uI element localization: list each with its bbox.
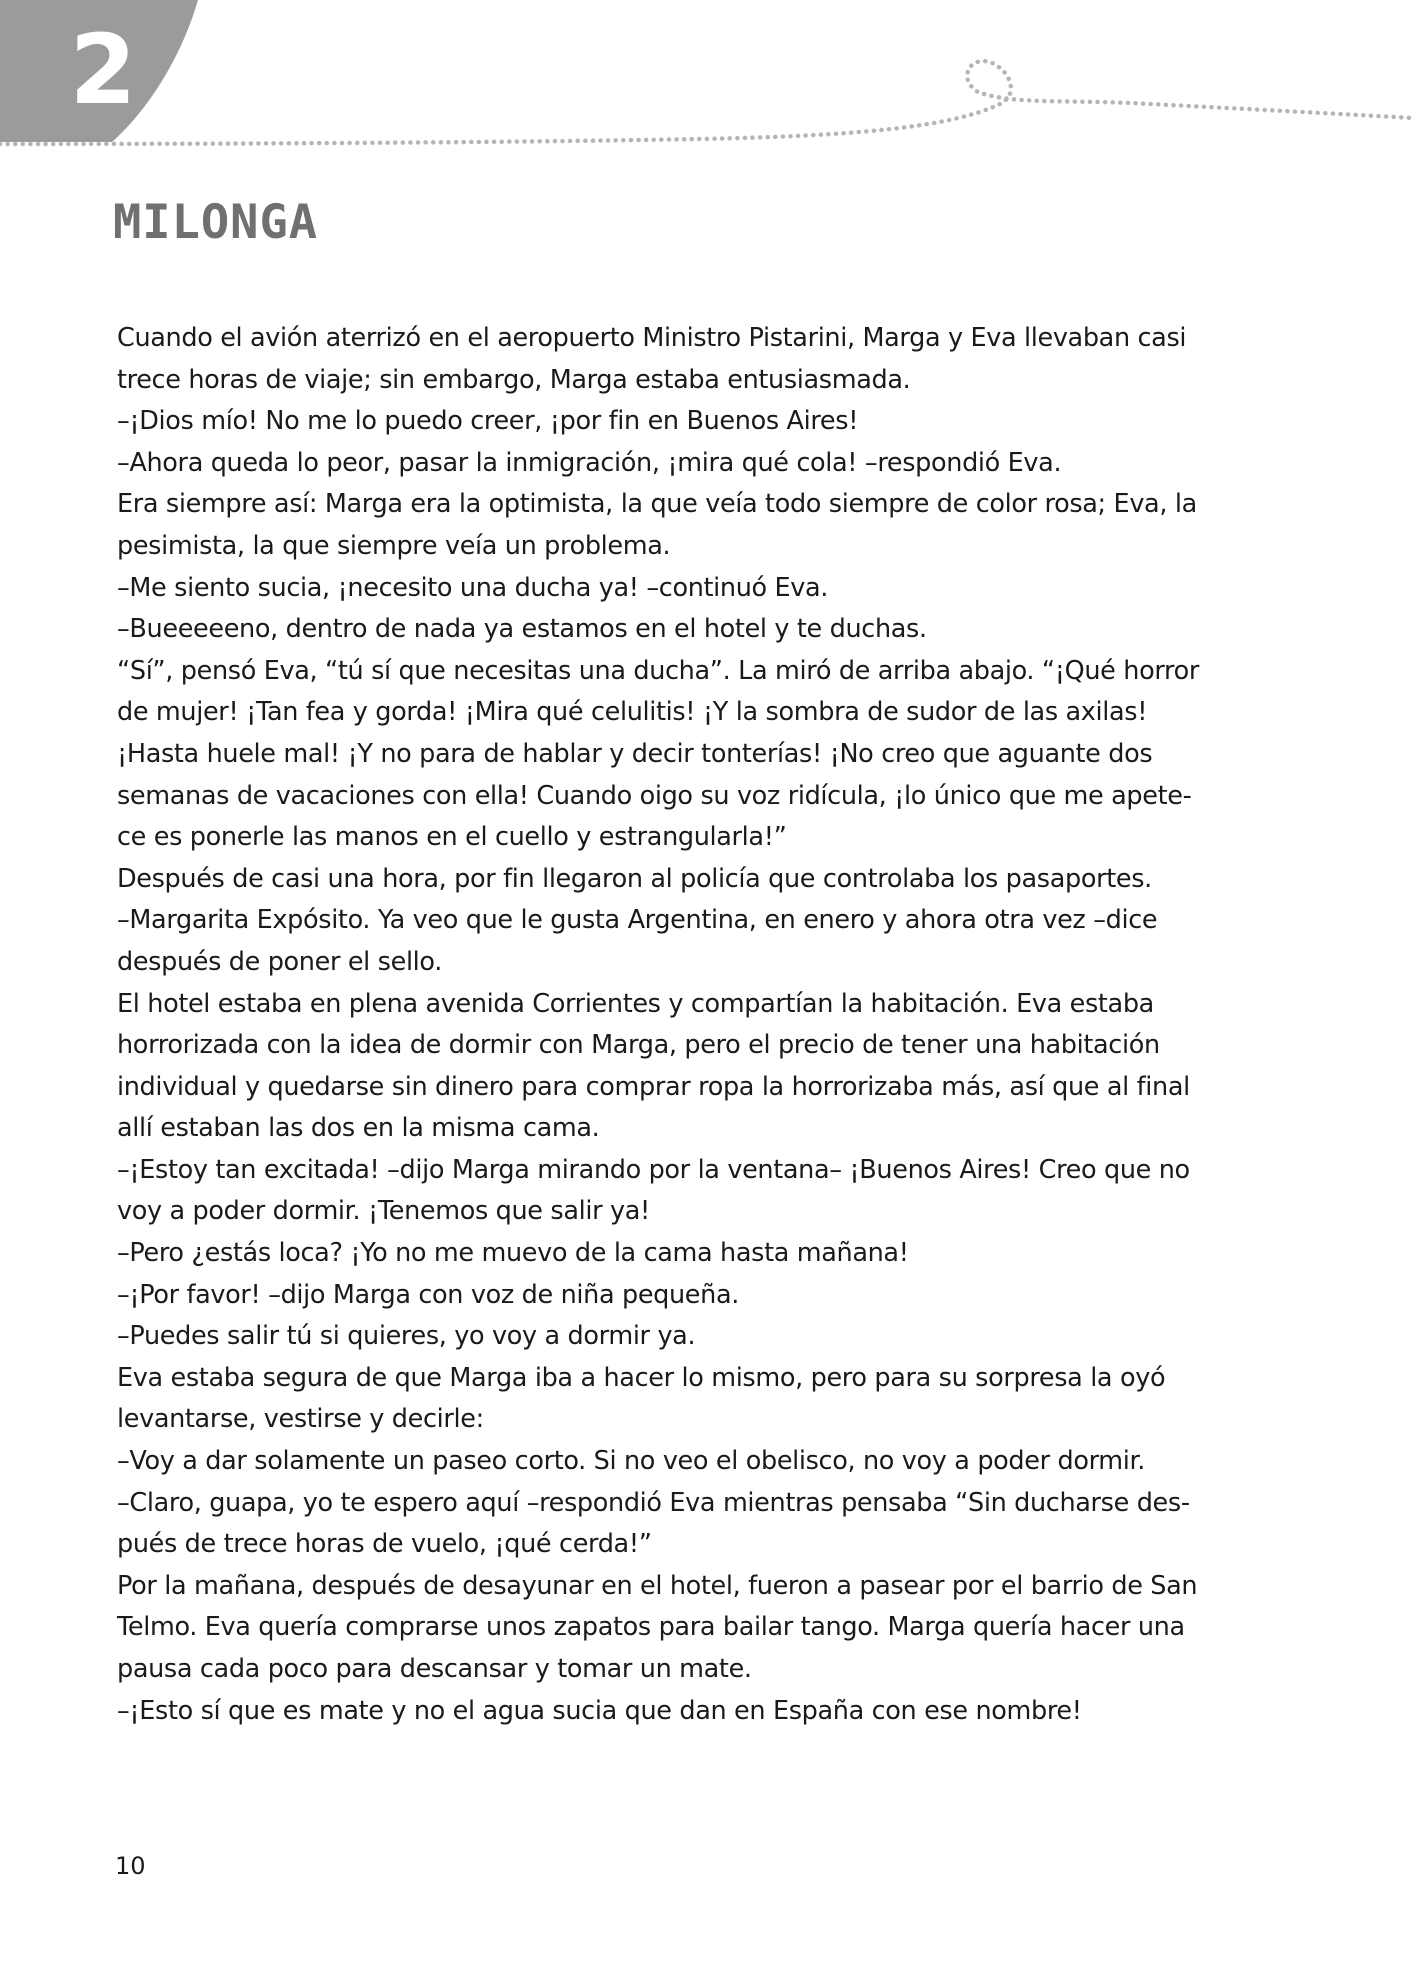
text-line: Telmo. Eva quería comprarse unos zapatos para bailar tango. Marga quería hacer una xyxy=(117,1612,1185,1643)
text-line: –Ahora queda lo peor, pasar la inmigración, ¡mira qué cola! –respondió Eva. xyxy=(117,447,1062,478)
text-line: pausa cada poco para descansar y tomar un mate. xyxy=(117,1654,752,1684)
chapter-title: MILONGA xyxy=(113,195,319,250)
text-line: horrorizada con la idea de dormir con Marga, pero el precio de tener una habitación xyxy=(117,1030,1160,1061)
text-line: pués de trece horas de vuelo, ¡qué cerda!” xyxy=(117,1529,652,1560)
text-line: semanas de vacaciones con ella! Cuando oigo su voz ridícula, ¡lo único que me apete- xyxy=(117,780,1192,811)
text-line: levantarse, vestirse y decirle: xyxy=(117,1404,484,1435)
chapter-number: 2 xyxy=(69,14,137,126)
text-line: –Puedes salir tú si quieres, yo voy a dormir ya. xyxy=(117,1321,696,1352)
text-line: Cuando el avión aterrizó en el aeropuerto Ministro Pistarini, Marga y Eva llevaban casi xyxy=(117,323,1187,353)
text-line: “Sí”, pensó Eva, “tú sí que necesitas una ducha”. La miró de arriba abajo. “¡Qué horror xyxy=(117,655,1199,686)
text-line: trece horas de viaje; sin embargo, Marga estaba entusiasmada. xyxy=(117,364,911,395)
page-number: 10 xyxy=(115,1852,146,1880)
text-line: –¡Por favor! –dijo Marga con voz de niña pequeña. xyxy=(117,1279,739,1310)
story-text xyxy=(117,318,1237,1732)
text-line: –¡Estoy tan excitada! –dijo Marga mirando por la ventana– ¡Buenos Aires! Creo que no xyxy=(117,1154,1190,1185)
text-line: El hotel estaba en plena avenida Corrientes y compartían la habitación. Eva estaba xyxy=(117,988,1154,1019)
text-line: ¡Hasta huele mal! ¡Y no para de hablar y decir tonterías! ¡No creo que aguante dos xyxy=(117,738,1153,769)
text-line: –Voy a dar solamente un paseo corto. Si no veo el obelisco, no voy a poder dormir. xyxy=(117,1446,1146,1477)
dotted-divider-line xyxy=(0,61,1413,144)
header-decoration xyxy=(0,0,1413,170)
text-line: –Bueeeeeno, dentro de nada ya estamos en el hotel y te duchas. xyxy=(117,614,927,645)
text-line: de mujer! ¡Tan fea y gorda! ¡Mira qué celulitis! ¡Y la sombra de sudor de las axilas! xyxy=(117,697,1148,728)
text-line: –Pero ¿estás loca? ¡Yo no me muevo de la cama hasta mañana! xyxy=(117,1238,909,1269)
text-line: Era siempre así: Marga era la optimista, la que veía todo siempre de color rosa; Eva, la xyxy=(117,489,1197,520)
text-line: Eva estaba segura de que Marga iba a hacer lo mismo, pero para su sorpresa la oyó xyxy=(117,1362,1166,1393)
text-line: –Claro, guapa, yo te espero aquí –respondió Eva mientras pensaba “Sin ducharse des- xyxy=(117,1487,1190,1518)
text-line: Por la mañana, después de desayunar en el hotel, fueron a pasear por el barrio de San xyxy=(117,1570,1198,1601)
text-line: –Me siento sucia, ¡necesito una ducha ya! –continuó Eva. xyxy=(117,572,829,603)
text-line: ce es ponerle las manos en el cuello y estrangularla!” xyxy=(117,822,787,853)
text-line: individual y quedarse sin dinero para comprar ropa la horrorizaba más, así que al final xyxy=(117,1071,1190,1102)
text-line: pesimista, la que siempre veía un problema. xyxy=(117,530,671,561)
text-line: –¡Esto sí que es mate y no el agua sucia que dan en España con ese nombre! xyxy=(117,1695,1082,1726)
text-line: voy a poder dormir. ¡Tenemos que salir ya! xyxy=(117,1196,650,1227)
text-line: después de poner el sello. xyxy=(117,946,442,977)
text-line: allí estaban las dos en la misma cama. xyxy=(117,1113,600,1144)
text-line: Después de casi una hora, por fin llegaron al policía que controlaba los pasaportes. xyxy=(117,863,1152,894)
text-line: –Margarita Expósito. Ya veo que le gusta Argentina, en enero y ahora otra vez –dice xyxy=(117,905,1158,936)
text-line: –¡Dios mío! No me lo puedo creer, ¡por fin en Buenos Aires! xyxy=(117,406,859,437)
